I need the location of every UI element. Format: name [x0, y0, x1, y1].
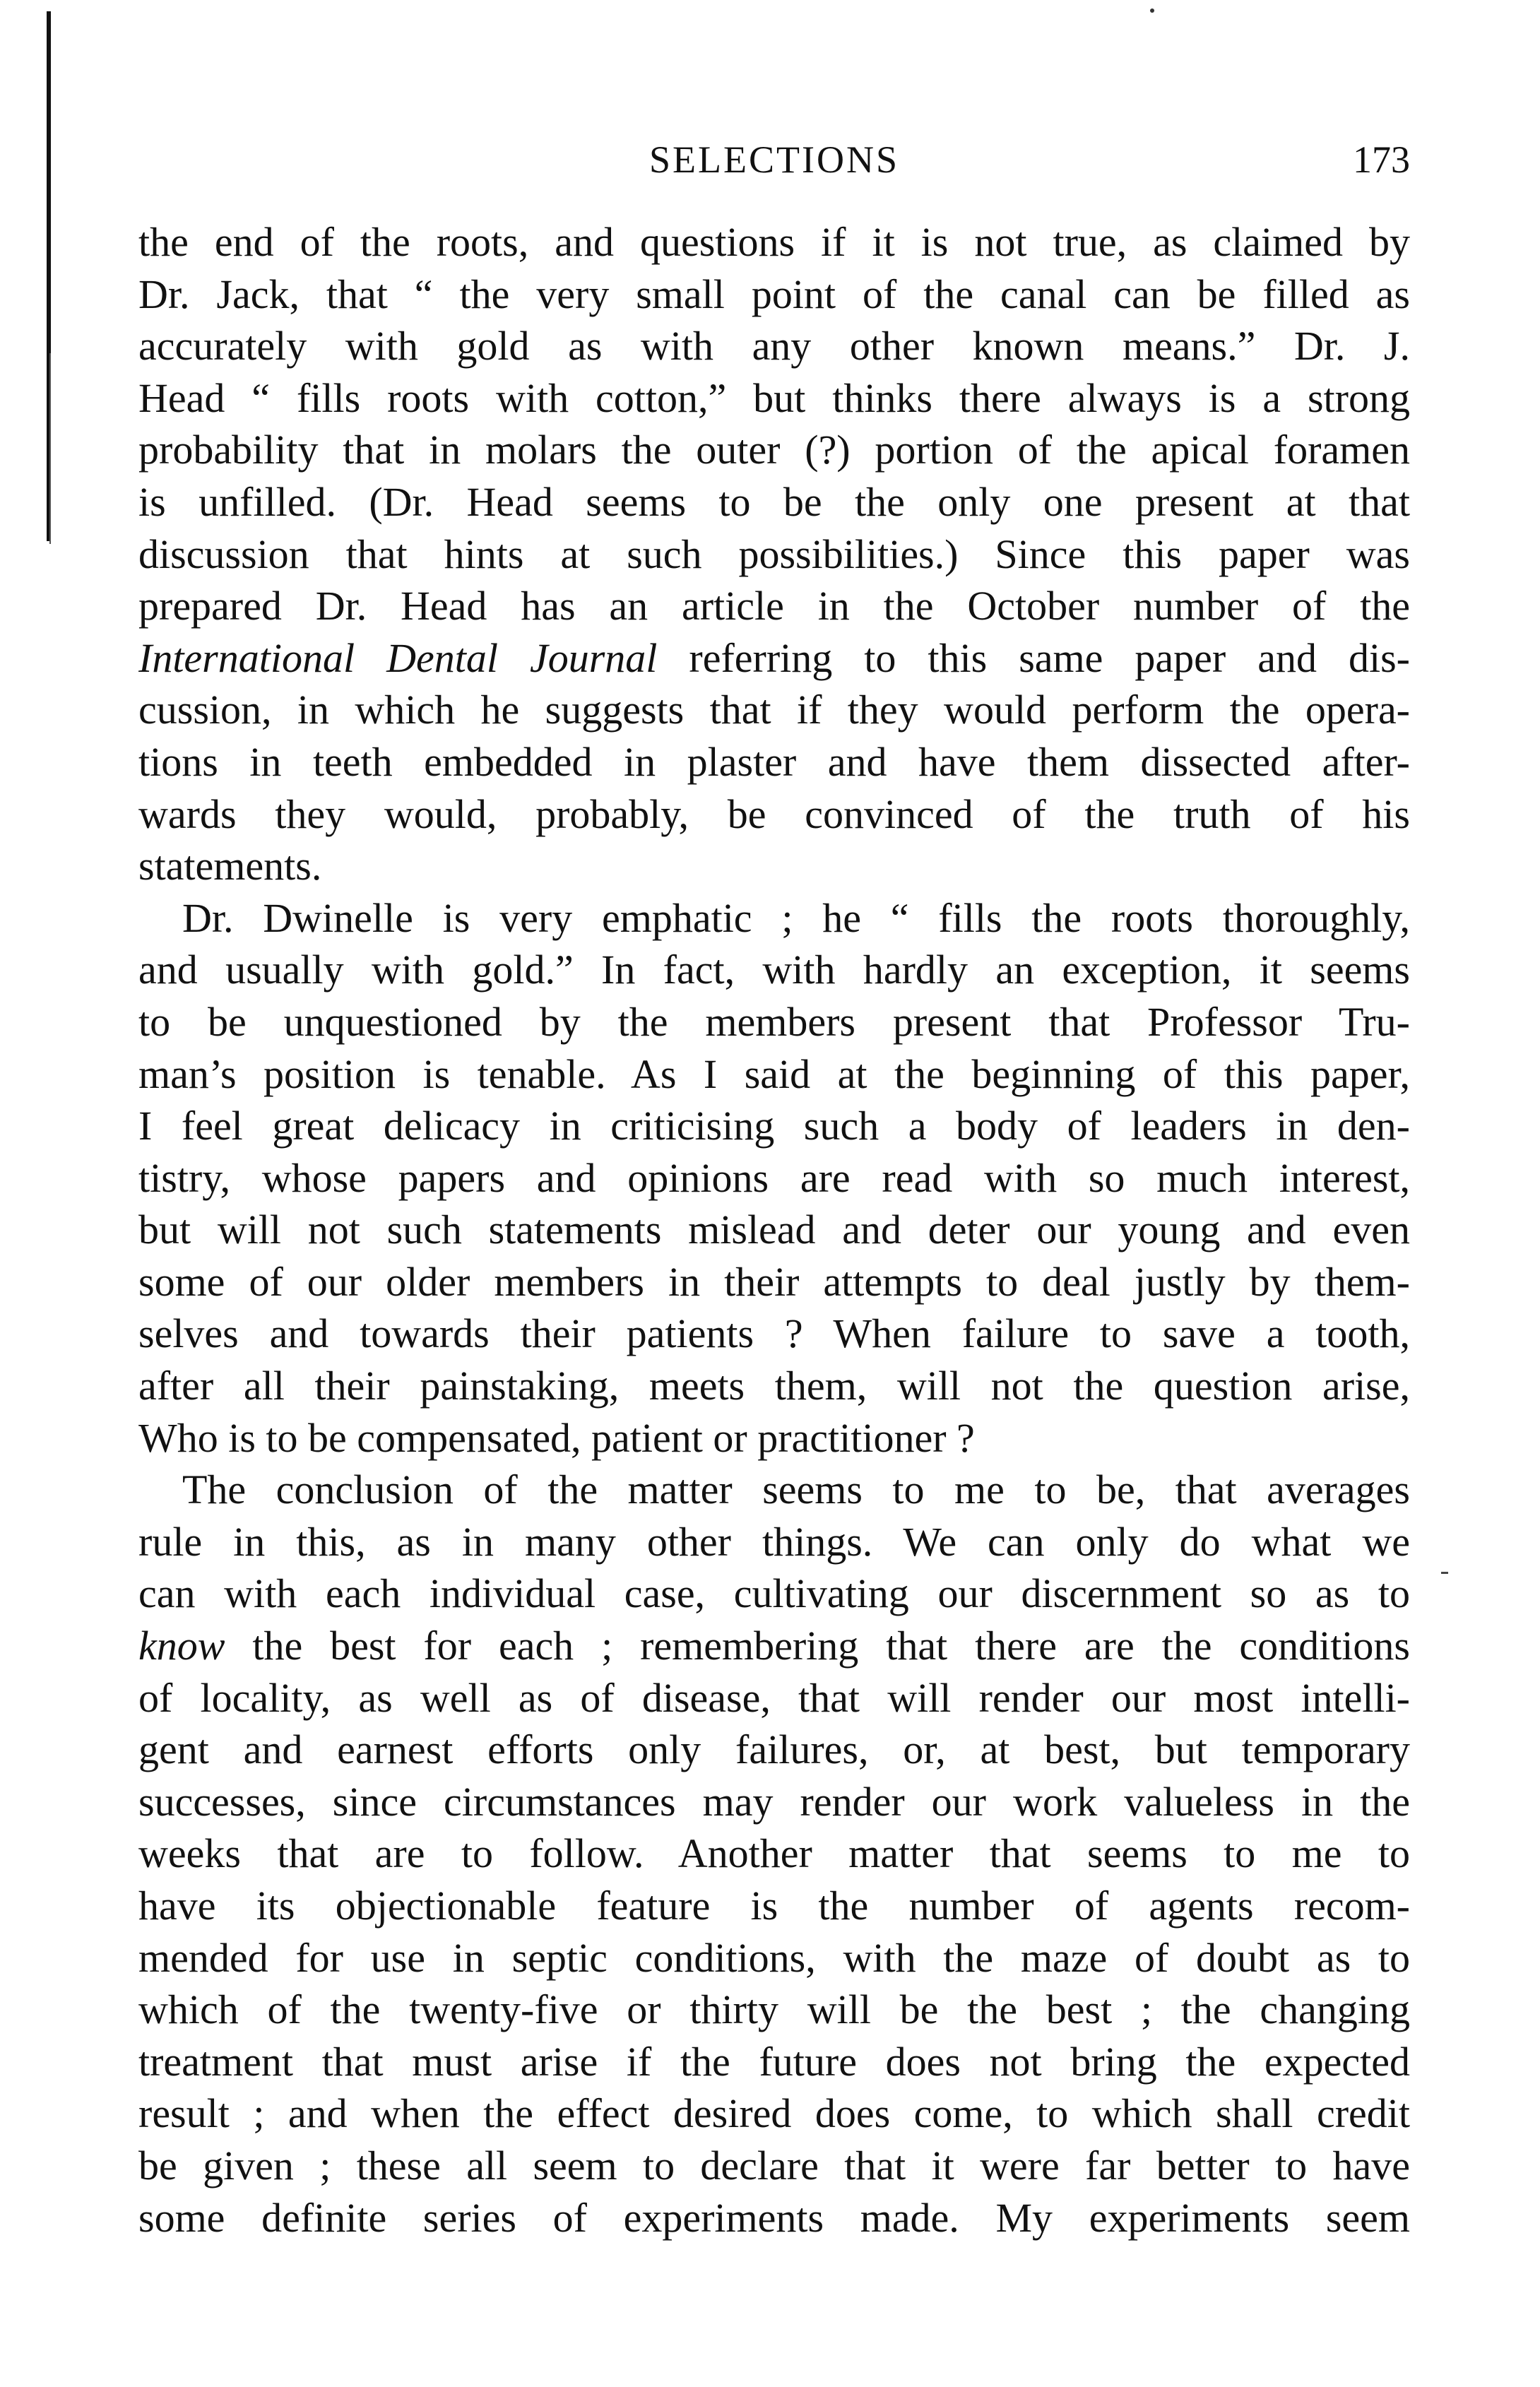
text-line: is unfilled. (Dr. Head seems to be the only one present at that: [138, 478, 1410, 525]
text-line: can with each individual case, cultivating our discernment so as to: [138, 1570, 1410, 1617]
text-line: be given ; these all seem to declare that it were far better to have: [138, 2142, 1410, 2188]
text-line: after all their painstaking, meets them, will not the question arise,: [138, 1363, 1410, 1409]
text-line: which of the twenty-five or thirty will be the best ; the changing: [138, 1986, 1410, 2033]
text-line: some of our older members in their attempts to deal justly by them-: [138, 1258, 1410, 1305]
text-line: statements.: [138, 843, 322, 889]
text-line: Who is to be compensated, patient or practitioner ?: [138, 1414, 975, 1461]
running-head: SELECTIONS: [649, 138, 899, 181]
page-header: [138, 138, 1410, 187]
text-line: cussion, in which he suggests that if they would perform the opera-: [138, 687, 1410, 733]
text-line: of locality, as well as of disease, that will render our most intelli-: [138, 1674, 1410, 1721]
text-line-rest: the best for each ; remembering that there are the conditions: [252, 1623, 1410, 1669]
text-line: wards they would, probably, be convinced of the truth of his: [138, 790, 1410, 837]
text-line: have its objectionable feature is the number of agents recom-: [138, 1883, 1410, 1929]
text-line: probability that in molars the outer (?) portion of the apical foramen: [138, 427, 1410, 473]
scan-speck: [1150, 8, 1154, 13]
text-line: The conclusion of the matter seems to me to be, that averages: [182, 1467, 1410, 1513]
text-line: [138, 1620, 1410, 1672]
text-line: man’s position is tenable. As I said at the beginning of this paper,: [138, 1050, 1410, 1097]
text-line: weeks that are to follow. Another matter that seems to me to: [138, 1830, 1410, 1877]
text-line: gent and earnest efforts only failures, or, at best, but temporary: [138, 1726, 1410, 1773]
text-line: to be unquestioned by the members present that Professor Tru-: [138, 998, 1410, 1045]
text-line: I feel great delicacy in criticising such a body of leaders in den-: [138, 1103, 1410, 1149]
text-line: Head “ fills roots with cotton,” but thinks there always is a strong: [138, 374, 1410, 421]
journal-title: International Dental Journal: [138, 634, 658, 681]
scan-edge-line-faint: [49, 353, 51, 544]
text-line: the end of the roots, and questions if it is not true, as claimed by: [138, 219, 1410, 265]
text-line: accurately with gold as with any other known means.” Dr. J.: [138, 323, 1410, 369]
text-line: [138, 632, 1410, 685]
text-line: mended for use in septic conditions, with the maze of doubt as to: [138, 1934, 1410, 1981]
text-line: treatment that must arise if the future does not bring the expected: [138, 2038, 1410, 2085]
text-line: and usually with gold.” In fact, with hardly an exception, it seems: [138, 947, 1410, 993]
text-line: result ; and when the effect desired does come, to which shall credit: [138, 2090, 1410, 2137]
margin-mark: [1441, 1572, 1448, 1574]
text-line: successes, since circumstances may render our work valueless in the: [138, 1778, 1410, 1825]
text-line: some definite series of experiments made. My experiments seem: [138, 2194, 1410, 2241]
text-line: Dr. Jack, that “ the very small point of the canal can be filled as: [138, 271, 1410, 317]
text-line-rest: referring to this same paper and dis-: [689, 634, 1410, 681]
text-line: prepared Dr. Head has an article in the October number of the: [138, 583, 1410, 629]
text-line: selves and towards their patients ? When failure to save a tooth,: [138, 1310, 1410, 1357]
italic-know: know: [138, 1623, 225, 1669]
body-text: [138, 216, 1410, 2244]
text-line: tions in teeth embedded in plaster and have them dissected after-: [138, 738, 1410, 785]
text-line: but will not such statements mislead and deter our young and even: [138, 1207, 1410, 1253]
text-line: Dr. Dwinelle is very emphatic ; he “ fills the roots thoroughly,: [182, 894, 1410, 941]
text-line: discussion that hints at such possibilities.) Since this paper was: [138, 531, 1410, 577]
text-line: rule in this, as in many other things. We can only do what we: [138, 1518, 1410, 1565]
page-number: 173: [1353, 138, 1410, 181]
text-line: tistry, whose papers and opinions are read with so much interest,: [138, 1154, 1410, 1201]
